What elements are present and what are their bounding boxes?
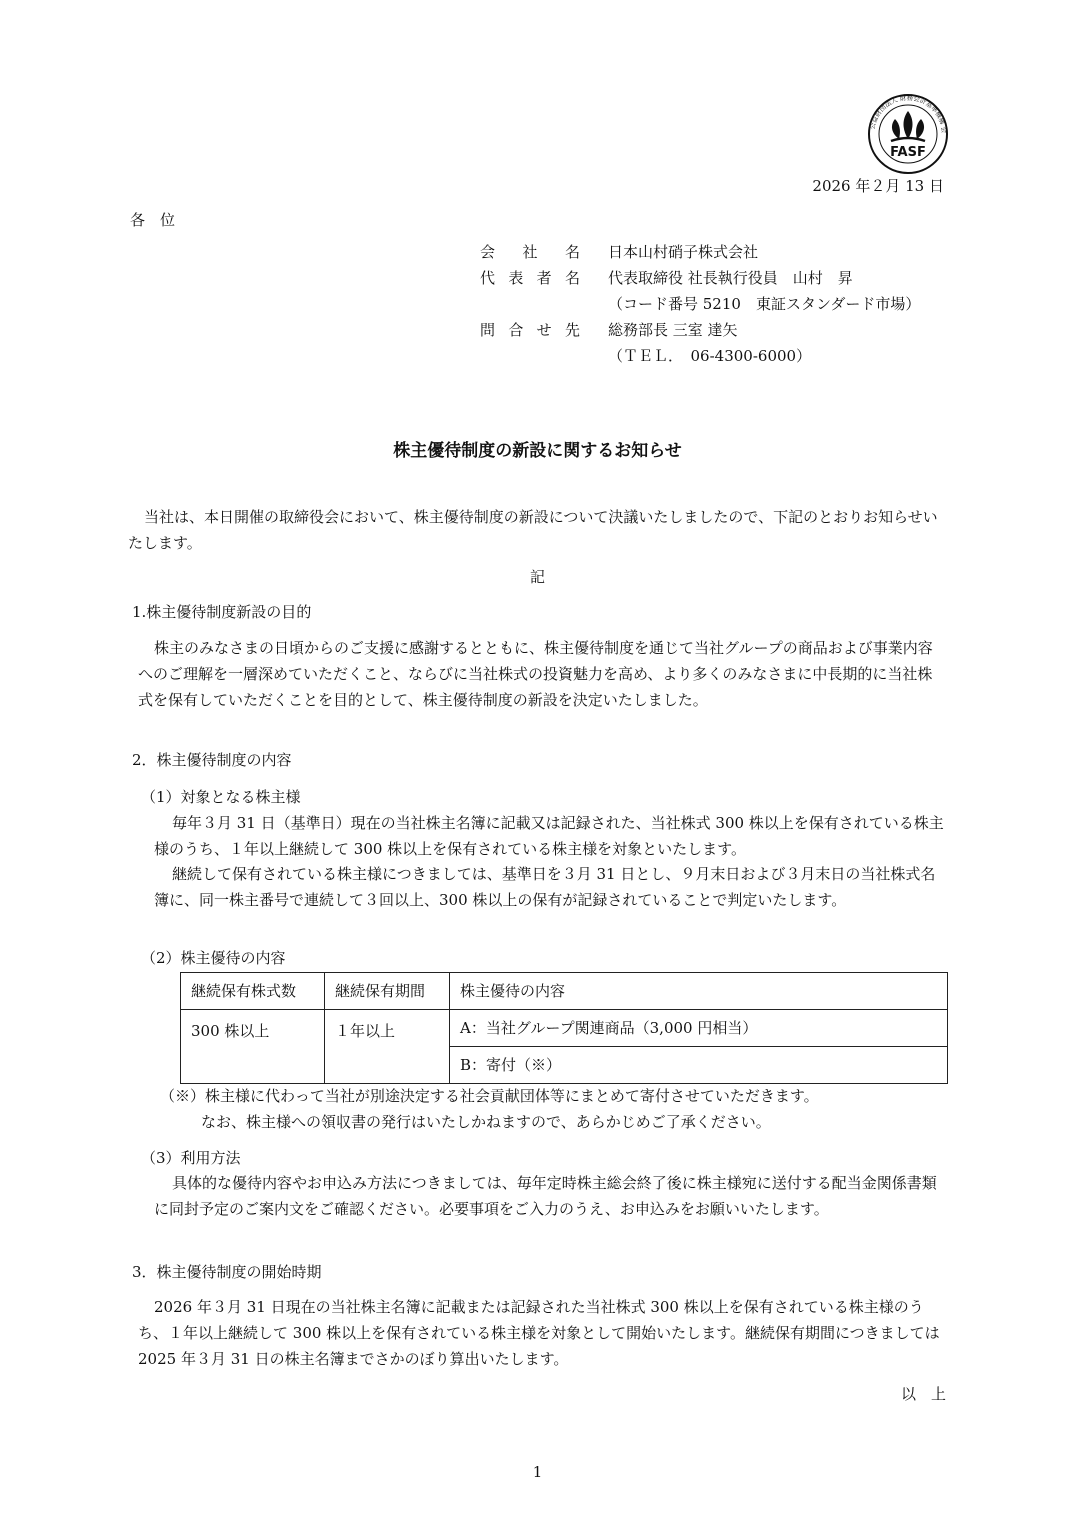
page-number: 1 [532,1463,543,1481]
section2-heading: 2．株主優待制度の内容 [132,751,292,769]
info-label-representative: 代 表 者 名 [480,269,580,287]
info-label-contact: 問 合 せ 先 [480,321,580,339]
section2-sub1-body1: 毎年３月 31 日（基準日）現在の当社株主名簿に記載又は記録された、当社株式 300 株以上を保有されている株主様のうち、１年以上継続して 300 株以上を保有されている株主様を対象といたします。 [154,814,944,858]
document-title: 株主優待制度の新設に関するお知らせ [393,441,682,461]
fasf-logo [867,93,949,175]
table-header-benefit: 株主優待の内容 [450,973,948,1010]
table-cell-option-a: A：当社グループ関連商品（3,000 円相当） [450,1010,948,1047]
company-name: 日本山村硝子株式会社 [608,243,759,261]
receipt-note: なお、株主様への領収書の発行はいたしかねますので、あらかじめご了承ください。 [201,1113,771,1131]
logo-text: FASF [890,145,926,160]
donation-note: （※）株主様に代わって当社が別途決定する社会貢献団体等にまとめて寄付させていただきます。 [160,1087,819,1105]
section3-body: 2026 年３月 31 日現在の当社株主名簿に記載または記録された当社株式 300 株以上を保有されている株主様のうち、１年以上継続して 300 株以上を保有されている株主様を対象として開始いたします。継続保有期間につきましては 2025 年３月 31 日の株主名簿までさかのぼり算出いたします。 [138,1298,940,1368]
section1-body: 株主のみなさまの日頃からのご支援に感謝するとともに、株主優待制度を通じて当社グループの商品および事業内容へのご理解を一層深めていただくこと、ならびに当社株式の投資魅力を高め、より多くのみなさまに中長期的に当社株式を保有していただくことを目的として、株主優待制度の新設を決定いたしました。 [138,639,933,709]
table-cell-option-b: B：寄付（※） [450,1047,948,1084]
addressee: 各 位 [130,211,176,229]
document-date: 2026 年２月 13 日 [812,177,944,195]
table-header-shares: 継続保有株式数 [181,973,325,1010]
closing-mark: 以 上 [900,1385,946,1403]
stock-code: （コード番号 5210 東証スタンダード市場） [608,295,921,313]
representative-name: 代表取締役 社長執行役員 山村 昇 [608,269,853,287]
section1-heading: 1.株主優待制度新設の目的 [132,603,312,621]
table-cell-shares: 300 株以上 [181,1010,325,1084]
section3-heading: 3．株主優待制度の開始時期 [132,1263,322,1281]
contact-tel: （ＴＥＬ． 06-4300-6000） [608,347,812,365]
section2-sub3-heading: （3）利用方法 [141,1149,241,1167]
section2-sub1-heading: （1）対象となる株主様 [141,788,301,806]
ki-mark: 記 [529,568,545,586]
section2-sub3-body: 具体的な優待内容やお申込み方法につきましては、毎年定時株主総会終了後に株主様宛に送付する配当金関係書類に同封予定のご案内文をご確認ください。必要事項をご入力のうえ、お申込みをお願いいたします。 [154,1174,937,1218]
table-row [181,1010,948,1047]
benefit-table [180,972,948,1084]
section2-sub2-heading: （2）株主優待の内容 [141,949,286,967]
table-header-row [181,973,948,1010]
contact-person: 総務部長 三室 達矢 [608,321,738,339]
table-header-period: 継続保有期間 [325,973,450,1010]
info-label-company: 会 社 名 [480,243,580,261]
intro-paragraph: 当社は、本日開催の取締役会において、株主優待制度の新設について決議いたしましたので、下記のとおりお知らせいたします。 [128,508,938,552]
logo-ring-text: 公益財団法人 財務会計基準機構 会 [868,93,949,134]
table-cell-period: １年以上 [325,1010,450,1084]
section2-sub1-body2: 継続して保有されている株主様につきましては、基準日を３月 31 日とし、９月末日および３月末日の当社株式名簿に、同一株主番号で連続して３回以上、300 株以上の保有が記録されていることで判定いたします。 [154,865,936,909]
